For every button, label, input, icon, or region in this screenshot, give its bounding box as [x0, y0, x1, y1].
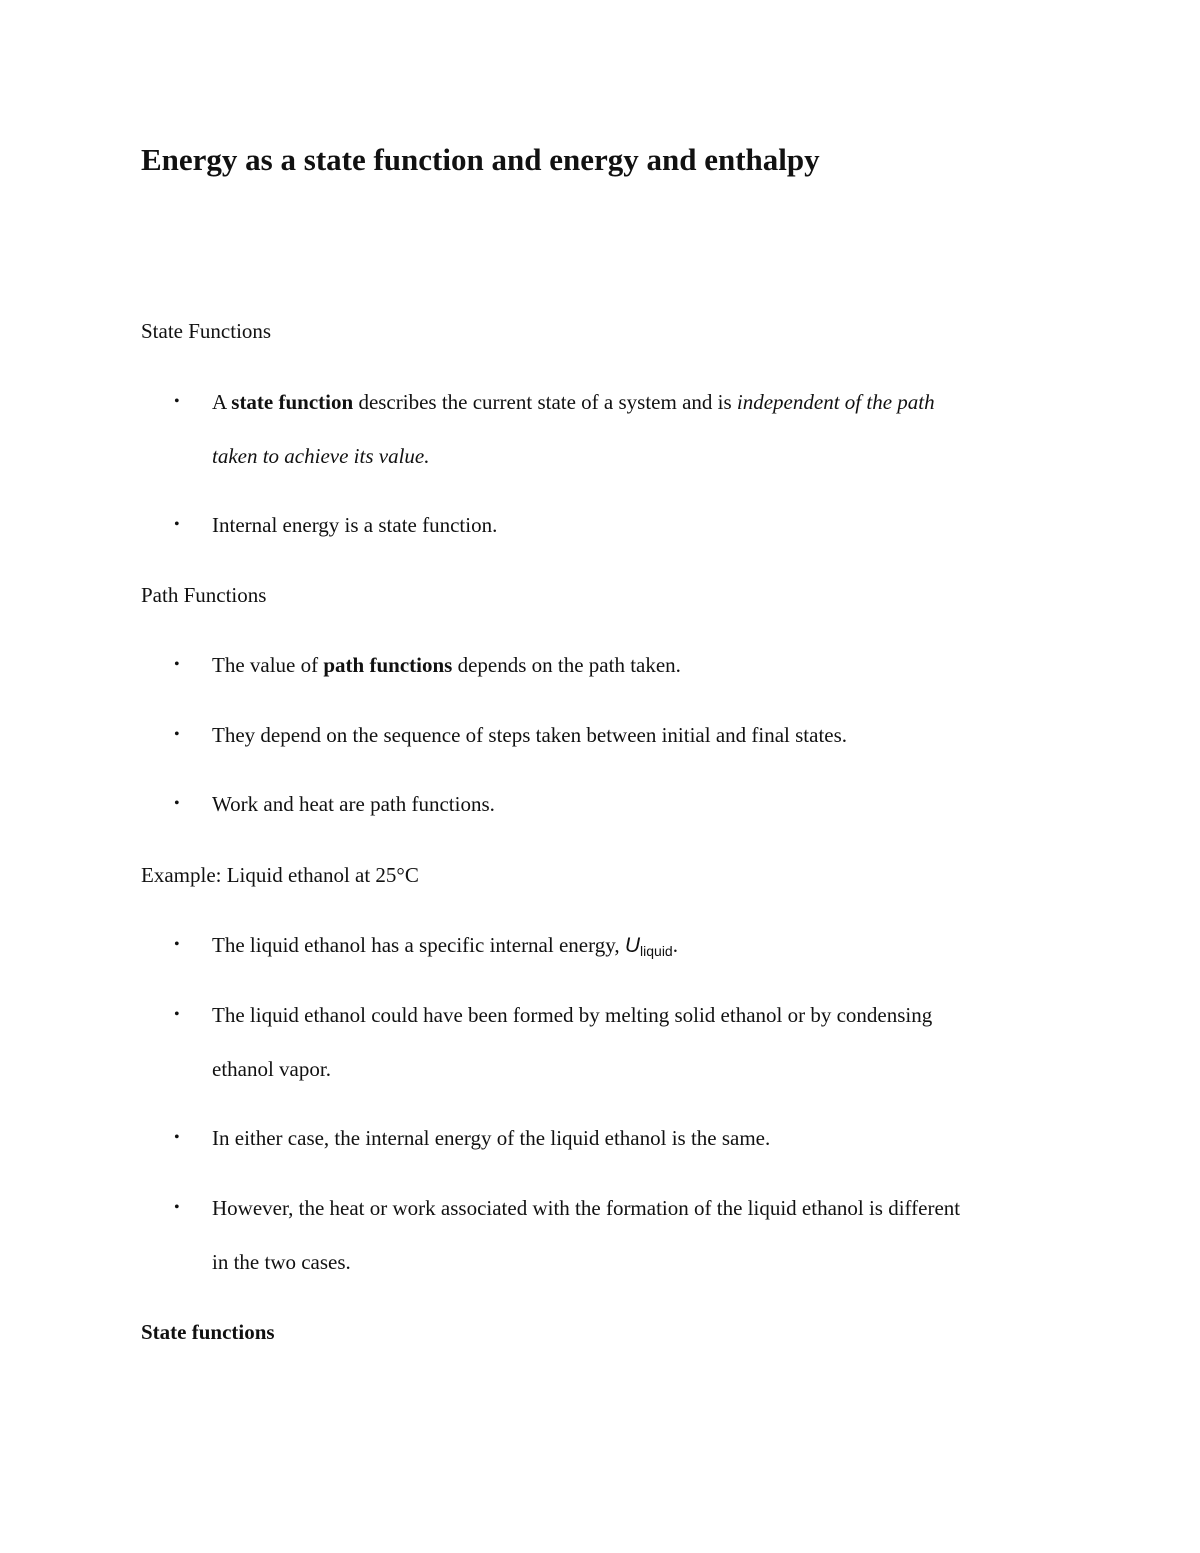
emphasis-text: independent of the path: [736, 390, 935, 414]
section-heading-state-functions: State Functions: [141, 319, 272, 343]
text-run: The value of: [212, 653, 324, 677]
bullet-icon: •: [174, 516, 180, 533]
list-item-text: Internal energy is a state function.: [212, 513, 498, 537]
list-item: [141, 375, 1081, 485]
bullet-icon: •: [174, 656, 180, 673]
list-item-text: In either case, the internal energy of the liquid ethanol is the same.: [212, 1126, 771, 1150]
text-run: .: [672, 933, 678, 957]
section-heading-example: Example: Liquid ethanol at 25°C: [141, 863, 419, 887]
list-item: [141, 988, 1081, 1098]
text-line: in the two cases.: [212, 1250, 351, 1274]
bullet-icon: •: [174, 726, 180, 743]
list-item-text: [212, 375, 1092, 483]
term-state-function: state function: [231, 390, 354, 414]
variable-subscript: liquid: [640, 943, 673, 959]
bullet-icon: •: [174, 393, 180, 410]
bullet-icon: •: [174, 1129, 180, 1146]
section-heading-path-functions: Path Functions: [141, 583, 267, 607]
list-item-text: [212, 918, 1092, 978]
emphasis-text: taken to achieve its value.: [212, 444, 430, 468]
text-line: ethanol vapor.: [212, 1057, 331, 1081]
list-item-text: [212, 1181, 1092, 1289]
text-line: The liquid ethanol could have been formed by melting solid ethanol or by condensing: [212, 1003, 933, 1027]
text-run: describes the current state of a system and is: [353, 390, 737, 414]
list-item-text: They depend on the sequence of steps taken between initial and final states.: [212, 723, 848, 747]
list-item-text: [212, 988, 1092, 1096]
variable-u: U: [624, 934, 641, 957]
list-item: [141, 1181, 1081, 1291]
term-path-functions: path functions: [323, 653, 453, 677]
text-run: The liquid ethanol has a specific internal energy,: [212, 933, 625, 957]
section-heading-state-functions-bold: State functions: [141, 1320, 275, 1344]
text-line: However, the heat or work associated with the formation of the liquid ethanol is different: [212, 1196, 961, 1220]
document-title: Energy as a state function and energy and enthalpy: [141, 142, 820, 177]
bullet-icon: •: [174, 1006, 180, 1023]
text-run: depends on the path taken.: [452, 653, 681, 677]
bullet-icon: •: [174, 795, 180, 812]
text-run: A: [212, 390, 232, 414]
list-item-text: [212, 638, 1092, 692]
list-item-text: Work and heat are path functions.: [212, 792, 495, 816]
bullet-icon: •: [174, 936, 180, 953]
bullet-icon: •: [174, 1199, 180, 1216]
